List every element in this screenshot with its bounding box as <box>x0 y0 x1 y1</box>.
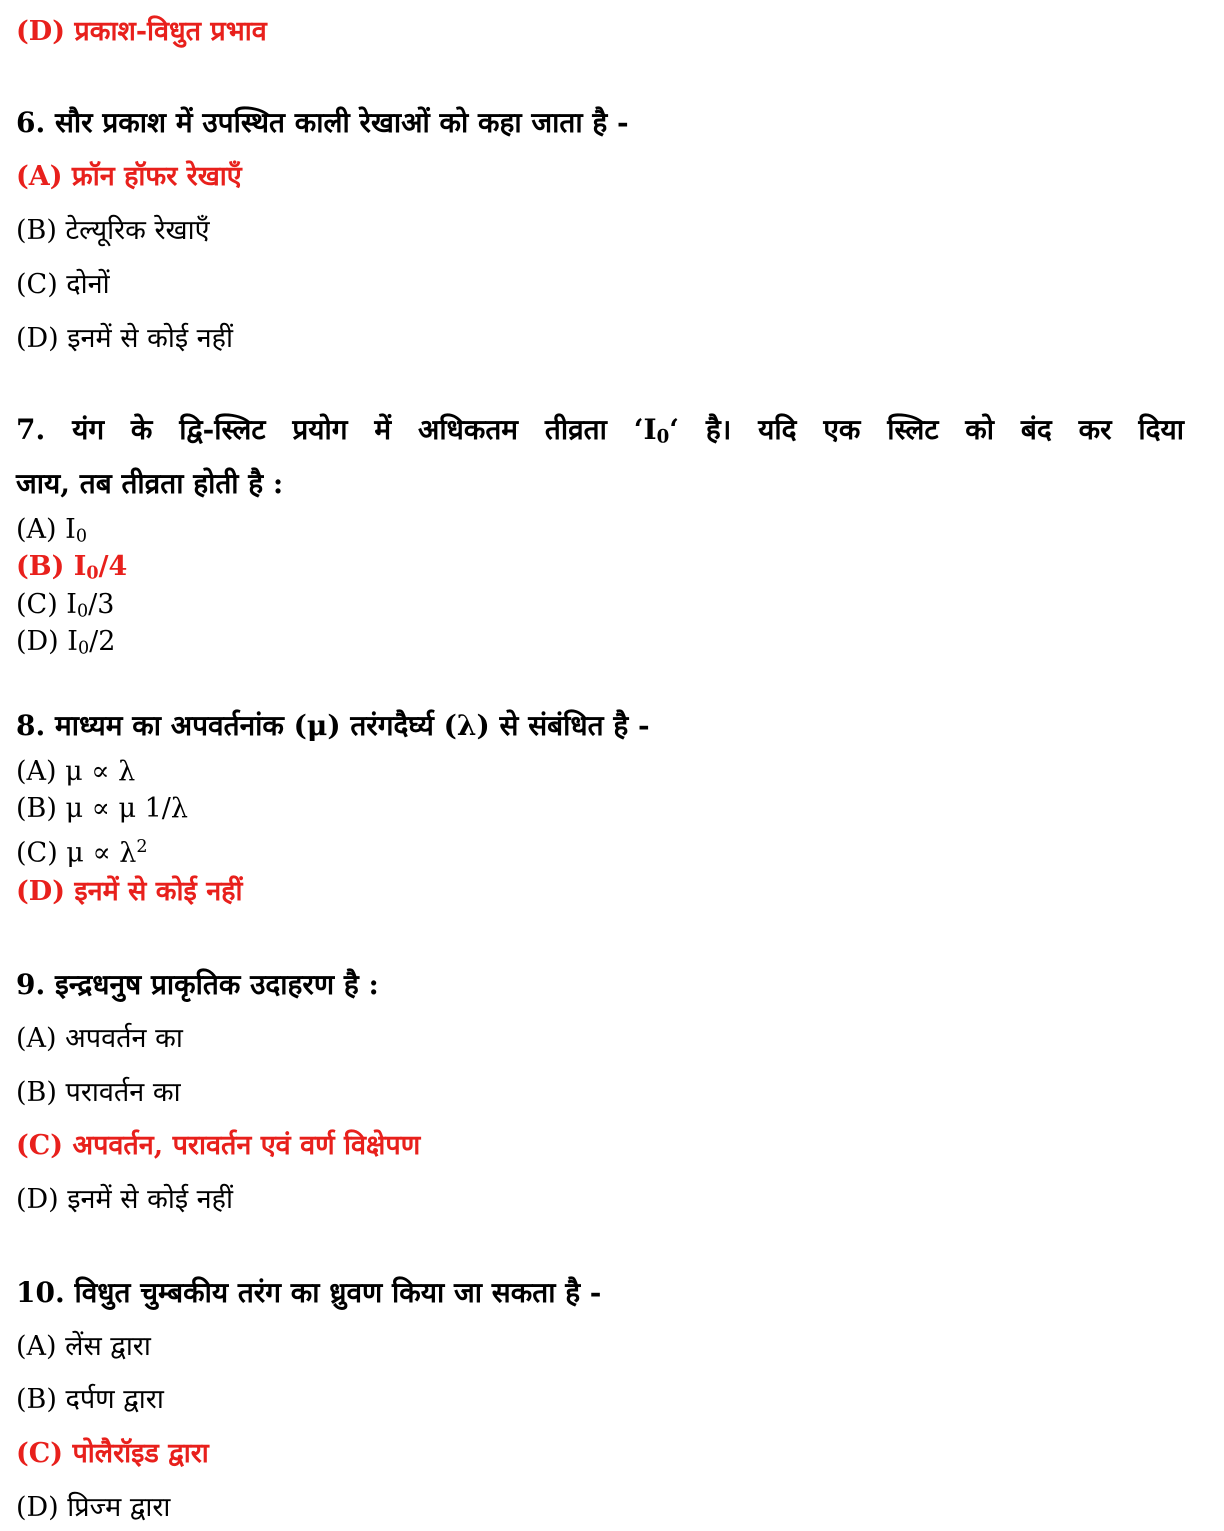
q8-question: 8. माध्यम का अपवर्तनांक (μ) तरंगदैर्घ्य (λ) से संबंधित है - <box>16 709 650 742</box>
q9-option-c: (C) अपवर्तन, परावर्तन एवं वर्ण विक्षेपण <box>16 1130 421 1161</box>
q9-option-d: (D) इनमें से कोई नहीं <box>16 1184 233 1215</box>
q6-option-a: (A) फ्रॉन हॉफर रेखाएँ <box>16 161 242 192</box>
q8-option-d: (D) इनमें से कोई नहीं <box>16 876 243 907</box>
q7-question-sub: 0 <box>656 426 670 448</box>
q8-option-b: (B) μ ∝ μ 1/λ <box>16 793 188 824</box>
q7-question-line1 <box>16 412 1184 456</box>
q8-option-c <box>16 829 148 872</box>
q6-option-c: (C) दोनों <box>16 269 110 300</box>
q7-option-d-sub: 0 <box>77 638 90 659</box>
q7-option-d-prefix: (D) I <box>16 626 78 657</box>
q10-option-b: (B) दर्पण द्वारा <box>16 1384 164 1415</box>
q7-option-c-suffix: /3 <box>88 589 115 620</box>
q10-option-d: (D) प्रिज्म द्वारा <box>16 1492 171 1523</box>
q9-question: 9. इन्द्रधनुष प्राकृतिक उदाहरण है : <box>16 968 379 1001</box>
q9-option-a: (A) अपवर्तन का <box>16 1023 183 1054</box>
q8-option-c-sup: 2 <box>136 837 148 857</box>
q7-option-c-sub: 0 <box>76 601 89 622</box>
q8-option-a: (A) μ ∝ λ <box>16 756 136 787</box>
q7-option-d <box>16 624 115 667</box>
q6-option-d: (D) इनमें से कोई नहीं <box>16 323 233 354</box>
q5-option-d: (D) प्रकाश-विधुत प्रभाव <box>16 16 267 47</box>
q7-option-a-prefix: (A) I <box>16 514 76 545</box>
q7-question-line2: जाय, तब तीव्रता होती है : <box>16 467 284 500</box>
q8-option-c-prefix: (C) μ ∝ λ <box>16 837 137 869</box>
q7-option-b-suffix: /4 <box>98 551 128 582</box>
q10-option-a: (A) लेंस द्वारा <box>16 1331 151 1362</box>
q7-option-b-prefix: (B) I <box>16 551 87 582</box>
q7-question-suffix: ‘ है। यदि एक स्लिट को बंद कर दिया <box>669 413 1185 446</box>
q6-question: 6. सौर प्रकाश में उपस्थित काली रेखाओं को कहा जाता है - <box>16 106 629 139</box>
q10-question: 10. विधुत चुम्बकीय तरंग का ध्रुवण किया जा सकता है - <box>16 1276 602 1309</box>
q7-option-b <box>16 549 127 592</box>
q7-option-c-prefix: (C) I <box>16 589 77 620</box>
q7-option-a-sub: 0 <box>75 526 87 547</box>
q7-option-b-sub: 0 <box>86 563 99 584</box>
q7-option-d-suffix: /2 <box>89 626 116 657</box>
q6-option-b: (B) टेल्यूरिक रेखाएँ <box>16 215 210 246</box>
q9-option-b: (B) परावर्तन का <box>16 1077 181 1108</box>
q10-option-c: (C) पोलैरॉइड द्वारा <box>16 1438 209 1469</box>
q7-question-prefix: 7. यंग के द्वि-स्लिट प्रयोग में अधिकतम तीव्रता ‘I <box>16 413 657 446</box>
